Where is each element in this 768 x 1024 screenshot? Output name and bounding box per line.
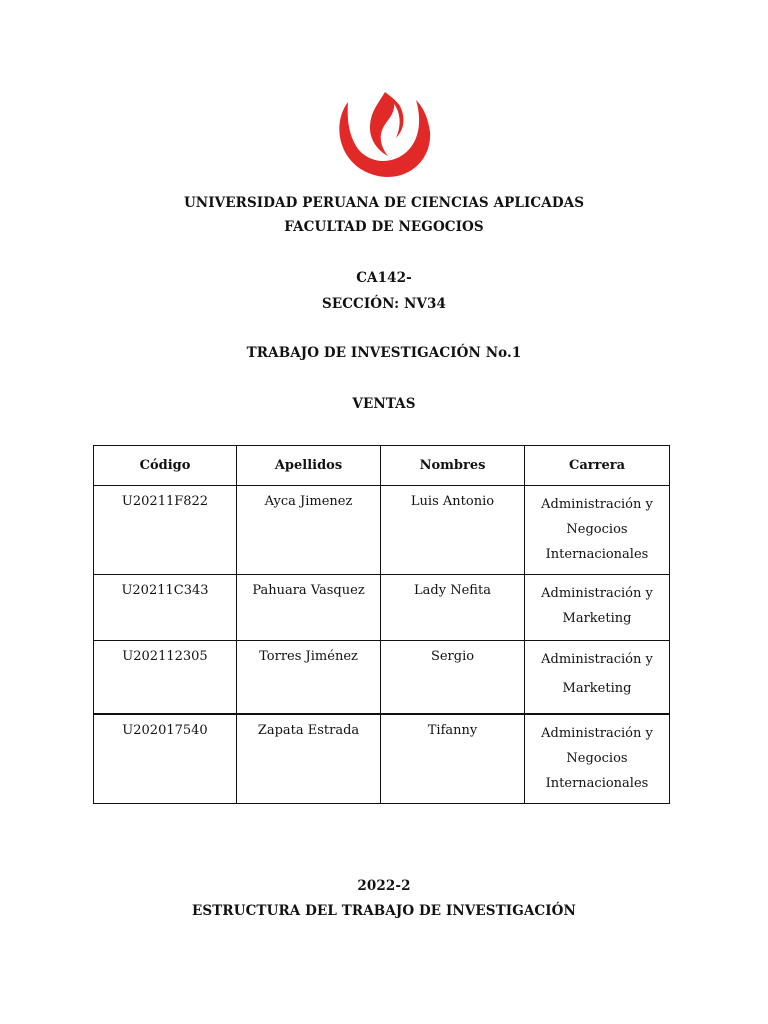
carrera-line: Administración y — [541, 497, 653, 512]
students-table — [93, 445, 670, 804]
assignment-title: TRABAJO DE INVESTIGACIÓN No.1 — [246, 345, 522, 361]
header-codigo: Código — [94, 446, 237, 486]
cell-apellidos: Ayca Jimenez — [237, 486, 381, 575]
cell-carrera — [525, 575, 670, 641]
header-carrera: Carrera — [525, 446, 670, 486]
table-row — [94, 486, 670, 575]
table-row — [94, 714, 670, 804]
carrera-line: Internacionales — [545, 776, 649, 791]
topic-title: VENTAS — [352, 396, 416, 412]
table-row — [94, 641, 670, 715]
table-row — [94, 575, 670, 641]
cell-apellidos: Pahuara Vasquez — [237, 575, 381, 641]
cell-carrera — [525, 486, 670, 575]
cell-nombres: Luis Antonio — [381, 486, 525, 575]
carrera-line: Negocios — [566, 522, 628, 537]
cell-apellidos: Zapata Estrada — [237, 714, 381, 804]
cell-nombres: Tifanny — [381, 714, 525, 804]
cell-codigo: U202017540 — [94, 714, 237, 804]
cell-carrera — [525, 641, 670, 715]
carrera-line: Administración y — [541, 586, 653, 601]
course-code: CA142- — [356, 270, 412, 286]
academic-period: 2022-2 — [357, 878, 411, 894]
cell-carrera — [525, 714, 670, 804]
carrera-line: Negocios — [566, 751, 628, 766]
header-nombres: Nombres — [381, 446, 525, 486]
table-header-row — [94, 446, 670, 486]
logo-flame — [370, 92, 403, 156]
university-name: UNIVERSIDAD PERUANA DE CIENCIAS APLICADAS — [183, 195, 585, 211]
structure-title: ESTRUCTURA DEL TRABAJO DE INVESTIGACIÓN — [192, 903, 576, 919]
carrera-line: Administración y — [541, 652, 653, 667]
carrera-line: Marketing — [562, 681, 632, 696]
upc-logo — [334, 90, 434, 184]
carrera-line: Marketing — [562, 611, 632, 626]
header-apellidos: Apellidos — [237, 446, 381, 486]
cell-codigo: U202112305 — [94, 641, 237, 715]
cell-nombres: Lady Nefita — [381, 575, 525, 641]
carrera-line: Administración y — [541, 726, 653, 741]
cell-codigo: U20211C343 — [94, 575, 237, 641]
carrera-line: Internacionales — [545, 547, 649, 562]
faculty-name: FACULTAD DE NEGOCIOS — [284, 219, 484, 235]
section-label: SECCIÓN: NV34 — [321, 296, 447, 312]
cell-codigo: U20211F822 — [94, 486, 237, 575]
cell-nombres: Sergio — [381, 641, 525, 715]
cell-apellidos: Torres Jiménez — [237, 641, 381, 715]
